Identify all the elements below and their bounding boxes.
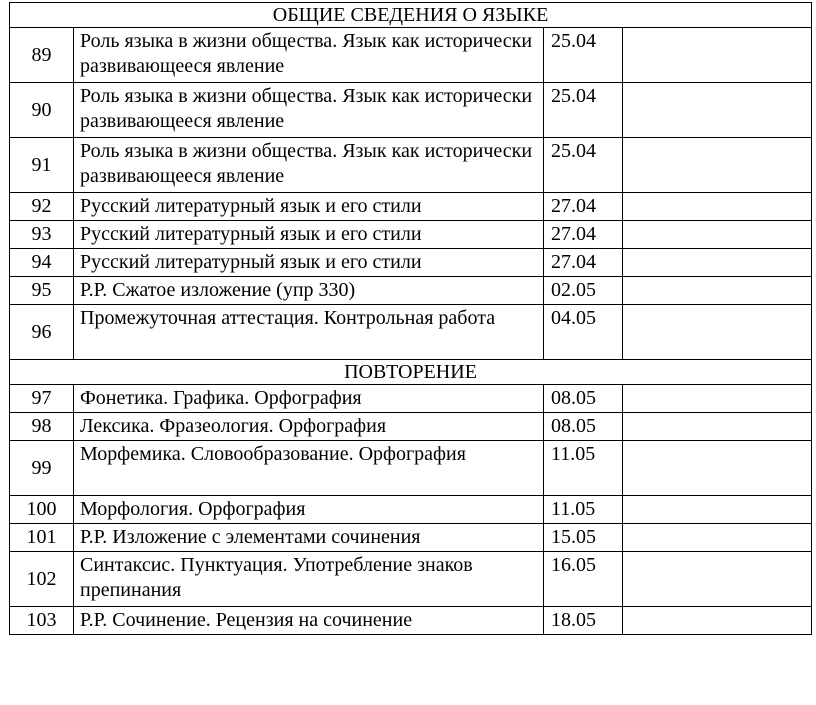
lesson-topic-cell: Лексика. Фразеология. Орфография (74, 413, 544, 441)
lesson-number-cell: 91 (10, 138, 74, 193)
lesson-date-cell: 11.05 (544, 496, 623, 524)
table-row (10, 138, 812, 193)
table-row (10, 249, 812, 277)
lesson-number-cell: 100 (10, 496, 74, 524)
lesson-date-cell: 25.04 (544, 28, 623, 83)
lesson-topic-cell: Роль языка в жизни общества. Язык как исторически развивающееся явление (74, 28, 544, 83)
table-row (10, 413, 812, 441)
lesson-number-cell: 101 (10, 524, 74, 552)
lesson-note-cell (623, 413, 812, 441)
lesson-note-cell (623, 385, 812, 413)
lesson-date-cell: 18.05 (544, 607, 623, 635)
lesson-topic-cell: Р.Р. Изложение с элементами сочинения (74, 524, 544, 552)
lesson-date-cell: 27.04 (544, 193, 623, 221)
lesson-note-cell (623, 305, 812, 360)
lesson-date-cell: 16.05 (544, 552, 623, 607)
lesson-date-cell: 25.04 (544, 138, 623, 193)
lesson-topic-cell: Промежуточная аттестация. Контрольная работа (74, 305, 544, 360)
table-row (10, 607, 812, 635)
lesson-date-cell: 27.04 (544, 221, 623, 249)
table-row (10, 552, 812, 607)
lesson-date-cell: 08.05 (544, 385, 623, 413)
lesson-number-cell: 103 (10, 607, 74, 635)
lesson-date-cell: 25.04 (544, 83, 623, 138)
lesson-number-cell: 89 (10, 28, 74, 83)
lesson-note-cell (623, 552, 812, 607)
table-row (10, 441, 812, 496)
lesson-note-cell (623, 441, 812, 496)
table-row (10, 28, 812, 83)
lesson-plan-sheet (9, 2, 812, 635)
lesson-number-cell: 99 (10, 441, 74, 496)
lesson-date-cell: 11.05 (544, 441, 623, 496)
lesson-note-cell (623, 221, 812, 249)
lesson-date-cell: 04.05 (544, 305, 623, 360)
table-row (10, 277, 812, 305)
lesson-number-cell: 94 (10, 249, 74, 277)
section-title: ПОВТОРЕНИЕ (10, 360, 812, 385)
lesson-topic-cell: Морфемика. Словообразование. Орфография (74, 441, 544, 496)
table-row (10, 193, 812, 221)
lesson-note-cell (623, 277, 812, 305)
lesson-date-cell: 15.05 (544, 524, 623, 552)
lesson-plan-table (9, 2, 812, 635)
lesson-date-cell: 02.05 (544, 277, 623, 305)
lesson-topic-cell: Роль языка в жизни общества. Язык как исторически развивающееся явление (74, 83, 544, 138)
table-row (10, 385, 812, 413)
table-row (10, 83, 812, 138)
lesson-note-cell (623, 249, 812, 277)
lesson-number-cell: 90 (10, 83, 74, 138)
lesson-number-cell: 95 (10, 277, 74, 305)
lesson-date-cell: 08.05 (544, 413, 623, 441)
lesson-topic-cell: Русский литературный язык и его стили (74, 193, 544, 221)
lesson-topic-cell: Р.Р. Сочинение. Рецензия на сочинение (74, 607, 544, 635)
lesson-topic-cell: Роль языка в жизни общества. Язык как исторически развивающееся явление (74, 138, 544, 193)
lesson-note-cell (623, 193, 812, 221)
lesson-number-cell: 96 (10, 305, 74, 360)
lesson-number-cell: 98 (10, 413, 74, 441)
table-row (10, 221, 812, 249)
lesson-number-cell: 102 (10, 552, 74, 607)
lesson-topic-cell: Русский литературный язык и его стили (74, 221, 544, 249)
lesson-note-cell (623, 28, 812, 83)
lesson-note-cell (623, 607, 812, 635)
table-row (10, 496, 812, 524)
section-header-row (10, 360, 812, 385)
lesson-number-cell: 97 (10, 385, 74, 413)
lesson-topic-cell: Р.Р. Сжатое изложение (упр 330) (74, 277, 544, 305)
lesson-number-cell: 93 (10, 221, 74, 249)
lesson-topic-cell: Синтаксис. Пунктуация. Употребление знаков препинания (74, 552, 544, 607)
lesson-number-cell: 92 (10, 193, 74, 221)
lesson-topic-cell: Фонетика. Графика. Орфография (74, 385, 544, 413)
section-header-row (10, 3, 812, 28)
lesson-note-cell (623, 138, 812, 193)
lesson-note-cell (623, 524, 812, 552)
lesson-note-cell (623, 83, 812, 138)
table-row (10, 305, 812, 360)
table-row (10, 524, 812, 552)
lesson-plan-table-body (10, 3, 812, 635)
section-title: ОБЩИЕ СВЕДЕНИЯ О ЯЗЫКЕ (10, 3, 812, 28)
lesson-topic-cell: Морфология. Орфография (74, 496, 544, 524)
lesson-date-cell: 27.04 (544, 249, 623, 277)
lesson-note-cell (623, 496, 812, 524)
lesson-topic-cell: Русский литературный язык и его стили (74, 249, 544, 277)
